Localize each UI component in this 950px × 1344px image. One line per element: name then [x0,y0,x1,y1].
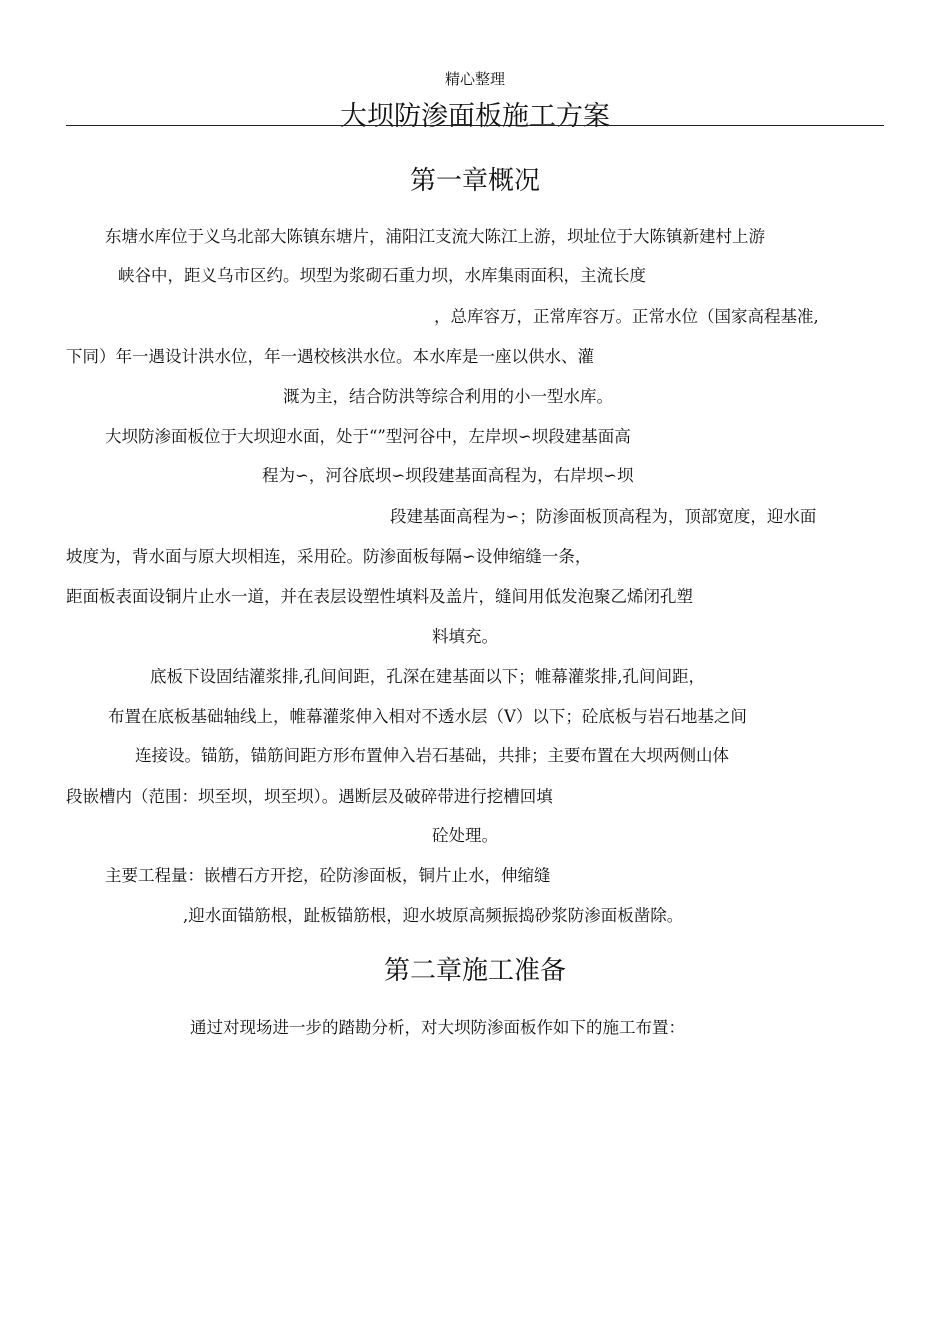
paragraph-line: 连接设。锚筋，锚筋间距方形布置伸入岩石基础，共排；主要布置在大坝两侧山体 [135,746,729,765]
paragraph-line: 底板下设固结灌浆排,孔间间距，孔深在建基面以下；帷幕灌浆排,孔间间距， [150,667,705,686]
paragraph-line: 料填充。 [432,627,498,646]
paragraph-line: 坡度为，背水面与原大坝相连，采用砼。防渗面板每隔∽设伸缩缝一条， [66,547,592,566]
paragraph-line: 东塘水库位于义乌北部大陈镇东塘片，浦阳江支流大陈江上游，坝址位于大陈镇新建村上游 [105,227,765,246]
paragraph-line: 大坝防渗面板位于大坝迎水面，处于“”型河谷中，左岸坝∽坝段建基面高 [105,427,631,446]
paragraph-line: 砼处理。 [432,826,498,845]
paragraph-line: 段建基面高程为∽；防渗面板顶高程为，顶部宽度，迎水面 [390,507,817,526]
paragraph-line: 布置在底板基础轴线上，帷幕灌浆伸入相对不透水层（V）以下；砼底板与岩石地基之间 [108,707,747,726]
paragraph-line: 溉为主，结合防洪等综合利用的小一型水库。 [283,387,613,406]
paragraph-line: 段嵌槽内（范围：坝至坝，坝至坝）。遇断层及破碎带进行挖槽回填 [66,787,553,806]
paragraph-line: ,迎水面锚筋根，趾板锚筋根，迎水坡原高频振捣砂浆防渗面板凿除。 [183,906,684,925]
paragraph-line: 距面板表面设铜片止水一道，并在表层设塑性填料及盖片，缝间用低发泡聚乙烯闭孔塑 [66,587,693,606]
chapter-heading-2: 第二章施工准备 [383,956,566,986]
chapter-heading-1: 第一章概况 [409,166,540,196]
paragraph-line: 程为∽，河谷底坝∽坝段建基面高程为，右岸坝∽坝 [262,466,634,485]
paragraph-line: 通过对现场进一步的踏勘分析，对大坝防渗面板作如下的施工布置： [190,1018,685,1037]
document-title: 大坝防渗面板施工方案 [340,101,610,132]
title-underline [66,125,884,126]
paragraph-line: 主要工程量：嵌槽石方开挖，砼防渗面板，铜片止水，伸缩缝 [105,866,551,885]
paragraph-line: 峡谷中，距义乌市区约。坝型为浆砌石重力坝，水库集雨面积，主流长度 [118,266,646,285]
header-note: 精心整理 [444,70,505,88]
paragraph-line: 下同）年一遇设计洪水位，年一遇校核洪水位。本水库是一座以供水、灌 [66,347,594,366]
paragraph-line: ，总库容万，正常库容万。正常水位（国家高程基准, [434,307,819,326]
